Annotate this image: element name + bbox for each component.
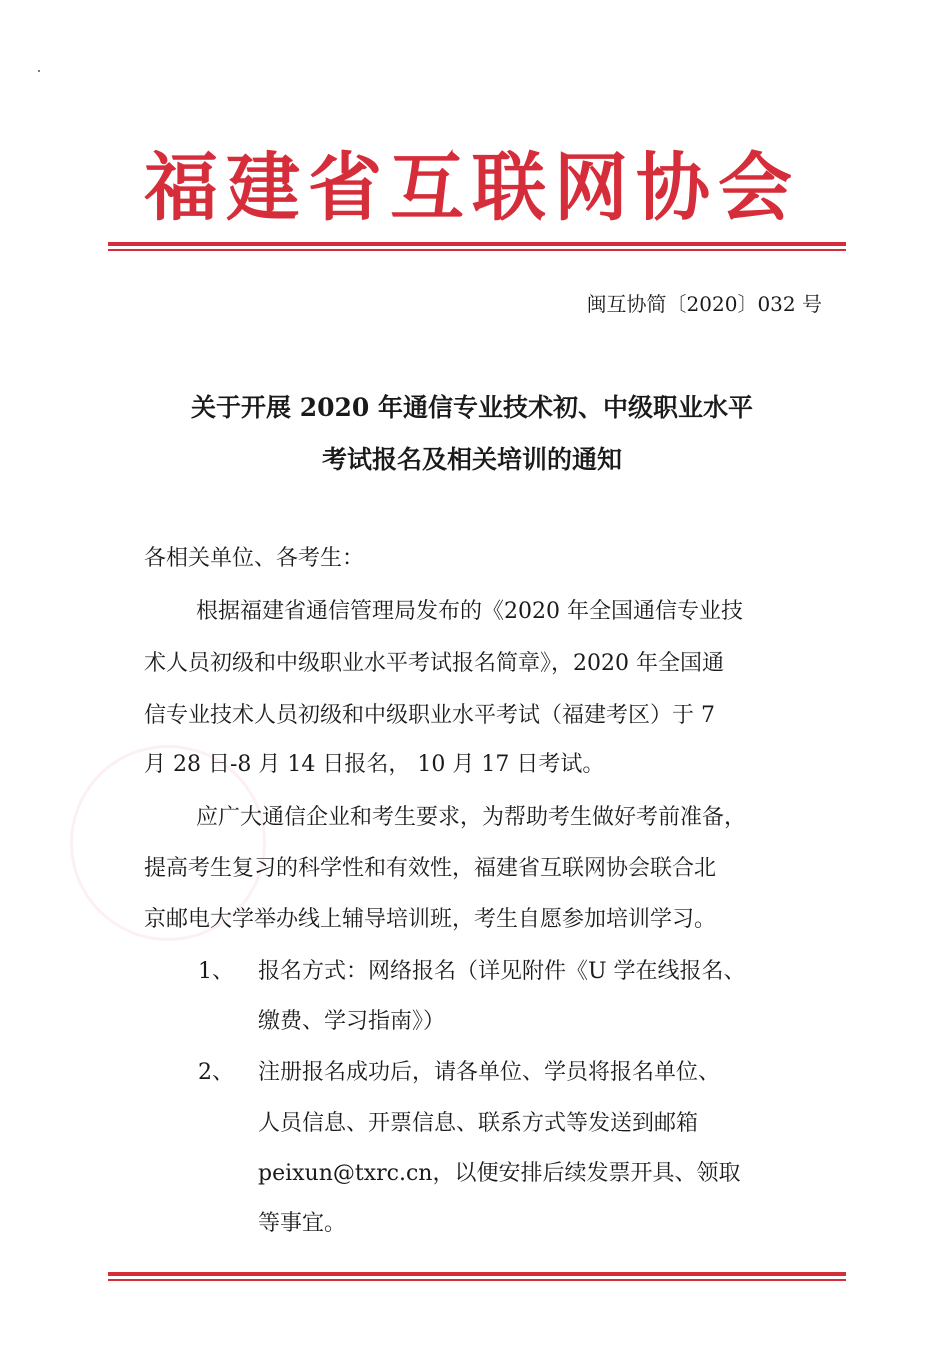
letterhead-rule-thick xyxy=(108,242,846,246)
salutation: 各相关单位、各考生： xyxy=(144,546,365,571)
document-number: 闽互协简〔2020〕032 号 xyxy=(586,292,822,316)
paragraph-1-line: 根据福建省通信管理局发布的《2020 年全国通信专业技 xyxy=(196,599,743,624)
paragraph-2-line: 提高考生复习的科学性和有效性，福建省互联网协会联合北 xyxy=(144,856,717,881)
list-item-line: 报名方式：网络报名（详见附件《U 学在线报名、 xyxy=(258,959,746,984)
paragraph-1-line: 信专业技术人员初级和中级职业水平考试（福建考区）于 7 xyxy=(144,703,715,728)
list-item-line: peixun@txrc.cn，以便安排后续发票开具、领取 xyxy=(258,1161,741,1186)
paragraph-2-line: 应广大通信企业和考生要求，为帮助考生做好考前准备， xyxy=(196,805,747,830)
document-title-line-2: 考试报名及相关培训的通知 xyxy=(321,445,622,474)
letterhead-rule-thin xyxy=(108,249,846,251)
letterhead-org-name: 福建省互联网协会 xyxy=(144,145,800,231)
list-item-number: 2、 xyxy=(198,1060,234,1085)
list-item-number: 1、 xyxy=(198,959,234,984)
paragraph-1-line: 月 28 日-8 月 14 日报名， 10 月 17 日考试。 xyxy=(144,752,605,777)
footer-rule-thin xyxy=(108,1279,846,1281)
list-item-line: 等事宜。 xyxy=(258,1211,347,1236)
list-item-line: 缴费、学习指南》） xyxy=(258,1009,446,1034)
scan-speck xyxy=(38,70,40,72)
paragraph-1-line: 术人员初级和中级职业水平考试报名简章》，2020 年全国通 xyxy=(144,651,724,676)
list-item-line: 人员信息、开票信息、联系方式等发送到邮箱 xyxy=(258,1111,699,1136)
document-title-line-1: 关于开展 2020 年通信专业技术初、中级职业水平 xyxy=(191,393,753,422)
list-item-line: 注册报名成功后，请各单位、学员将报名单位、 xyxy=(258,1060,721,1085)
paragraph-2-line: 京邮电大学举办线上辅导培训班，考生自愿参加培训学习。 xyxy=(144,907,717,932)
footer-rule-thick xyxy=(108,1272,846,1276)
